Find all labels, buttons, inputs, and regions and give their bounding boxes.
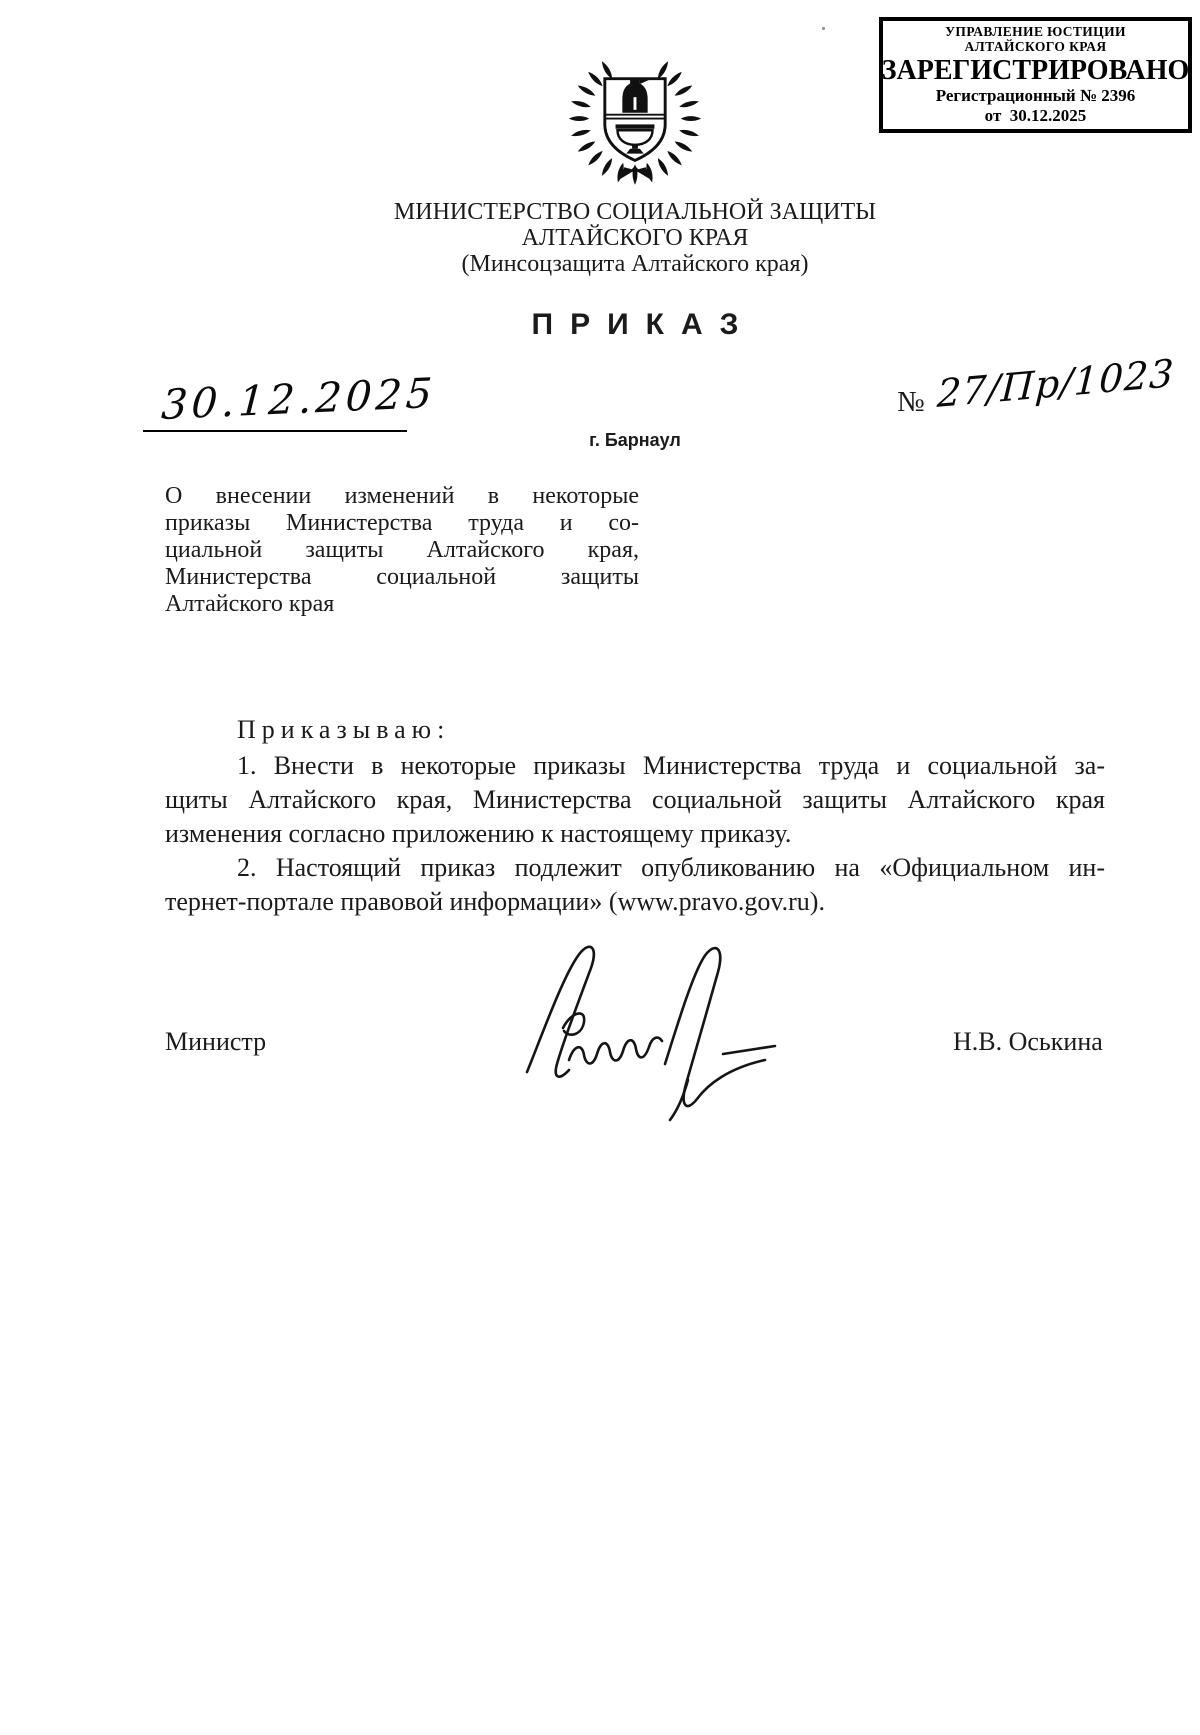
- body-paragraph-2: [165, 851, 1105, 919]
- subject-line: Министерства социальной защиты: [165, 564, 639, 590]
- document-type-heading: ПРИКАЗ: [531, 308, 756, 341]
- stamp-org-line2: АЛТАЙСКОГО КРАЯ: [964, 39, 1107, 54]
- scan-artifact-dot: [822, 27, 825, 30]
- body-line: 1. Внести в некоторые приказы Министерства труда и социальной за-: [237, 751, 1105, 780]
- body-line: изменения согласно приложению к настоящему приказу.: [165, 819, 792, 848]
- handwritten-document-number: 27/Пр/1023: [936, 350, 1176, 416]
- signer-name: Н.В. Оськина: [953, 1027, 1103, 1056]
- stamp-status: ЗАРЕГИСТРИРОВАНО: [881, 55, 1190, 86]
- registration-stamp: [879, 17, 1192, 133]
- number-sign: №: [897, 386, 925, 418]
- stamp-org-line1: УПРАВЛЕНИЕ ЮСТИЦИИ: [945, 24, 1126, 39]
- subject-line: циальной защиты Алтайского края,: [165, 537, 639, 563]
- stamp-registration-number: Регистрационный № 2396: [935, 86, 1136, 105]
- city-label: г. Барнаул: [589, 430, 681, 450]
- ministry-name-block: [165, 199, 1105, 277]
- body-line: тернет-портале правовой информации» (www.pravo.gov.ru).: [165, 887, 825, 916]
- minister-signature: [515, 942, 785, 1127]
- subject-line: Алтайского края: [165, 591, 335, 617]
- resolution-word: Приказываю:: [237, 715, 451, 744]
- subject-block: [165, 483, 639, 618]
- body-paragraph-1: [165, 749, 1105, 851]
- subject-line: приказы Министерства труда и со-: [165, 510, 639, 536]
- stamp-date: от 30.12.2025: [984, 106, 1087, 125]
- body-line: щиты Алтайского края, Министерства социальной защиты Алтайского края: [165, 785, 1105, 814]
- ministry-name-line2: АЛТАЙСКОГО КРАЯ: [521, 225, 749, 251]
- signer-position-label: Министр: [165, 1027, 267, 1056]
- subject-line: О внесении изменений в некоторые: [165, 483, 639, 509]
- ministry-short-name: (Минсоцзащита Алтайского края): [461, 251, 809, 277]
- body-line: 2. Настоящий приказ подлежит опубликованию на «Официальном ин-: [237, 853, 1105, 882]
- handwritten-date: 30.12.2025: [160, 368, 438, 429]
- ministry-name-line1: МИНИСТЕРСТВО СОЦИАЛЬНОЙ ЗАЩИТЫ: [393, 199, 877, 225]
- altai-krai-coat-of-arms-icon: [562, 55, 708, 187]
